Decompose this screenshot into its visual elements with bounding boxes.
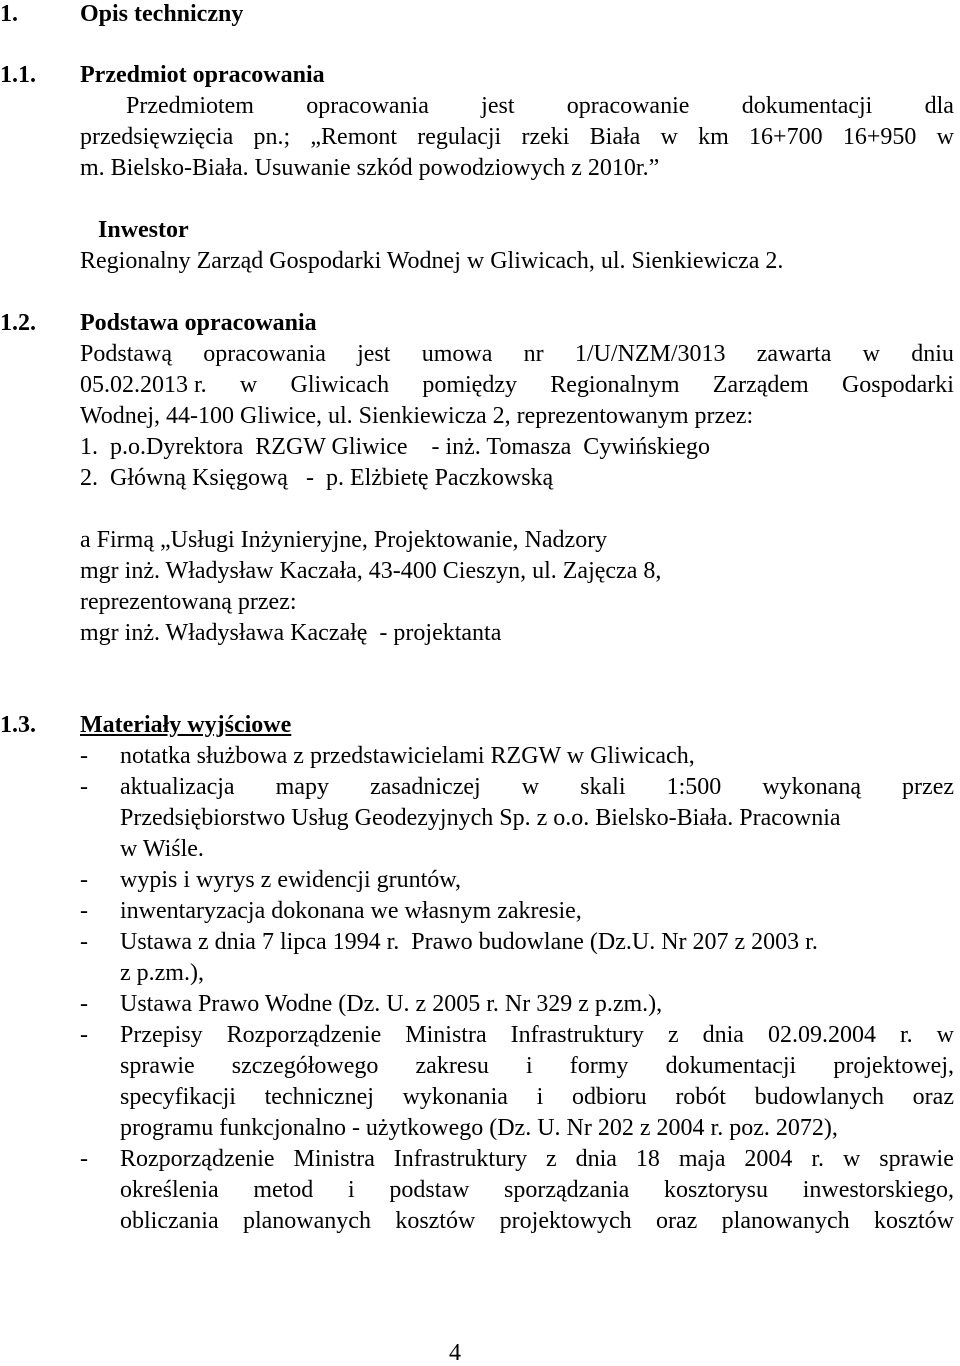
section-1-3-number: 1.3. — [0, 712, 36, 738]
word: Zarządem — [712, 372, 809, 398]
word: z — [667, 1022, 679, 1048]
word: 18 — [635, 1146, 660, 1172]
list-item-5-line-1: Ustawa z dnia 7 lipca 1994 r. Prawo budowlane (Dz.U. Nr 207 z 2003 r. — [120, 929, 818, 955]
word: Podstawą — [80, 341, 172, 367]
word: zakresu — [415, 1053, 489, 1079]
list-item-7-line-4: programu funkcjonalno - użytkowego (Dz. U. Nr 202 z 2004 r. poz. 2072), — [120, 1115, 838, 1141]
bullet-dash: - — [80, 1022, 88, 1048]
word: „Remont — [310, 124, 398, 150]
word: odbioru — [571, 1084, 647, 1110]
word: sprawie — [120, 1053, 195, 1079]
word: zasadniczej — [370, 774, 481, 800]
page-number: 4 — [449, 1340, 461, 1366]
word: wykonaną — [762, 774, 861, 800]
list-item-8-line-3 — [120, 1209, 954, 1233]
word: oraz — [656, 1208, 698, 1234]
word: Rozporządzenie — [226, 1022, 382, 1048]
word: projektowych — [499, 1208, 632, 1234]
list-item-1: notatka służbowa z przedstawicielami RZGW w Gliwicach, — [120, 743, 695, 769]
word: Rozporządzenie — [120, 1146, 275, 1172]
word: umowa — [421, 341, 493, 367]
word: rzeki — [521, 124, 570, 150]
word: projektowej, — [833, 1053, 954, 1079]
word: sporządzania — [504, 1177, 630, 1203]
word: r. — [899, 1022, 913, 1048]
word: Ministra — [405, 1022, 487, 1048]
section-1-3-title: Materiały wyjściowe — [80, 712, 292, 738]
word: r. — [811, 1146, 825, 1172]
word: w — [521, 774, 540, 800]
word: budowlanych — [754, 1084, 884, 1110]
s12-line-5: 2. Główną Księgową - p. Elżbietę Paczkowską — [80, 465, 554, 491]
word: metod — [253, 1177, 314, 1203]
word: i — [348, 1177, 355, 1203]
word: przedsięwzięcia — [80, 124, 234, 150]
word: mapy — [275, 774, 329, 800]
word: sprawie — [879, 1146, 954, 1172]
section-1-title: Opis techniczny — [80, 1, 244, 27]
word: inwestorskiego, — [802, 1177, 954, 1203]
word: Infrastruktury — [393, 1146, 528, 1172]
word: regulacji — [417, 124, 502, 150]
word: kosztów — [873, 1208, 954, 1234]
list-item-3: wypis i wyrys z ewidencji gruntów, — [120, 867, 462, 893]
word: w — [842, 1146, 861, 1172]
bullet-dash: - — [80, 743, 88, 769]
word: skali — [580, 774, 626, 800]
s11-paragraph-line-3: m. Bielsko-Biała. Usuwanie szkód powodziowych z 2010r.” — [80, 155, 660, 181]
bullet-dash: - — [80, 774, 88, 800]
word: 16+950 — [842, 124, 917, 150]
word: planowanych — [721, 1208, 850, 1234]
s11-paragraph-line-2 — [80, 125, 954, 149]
word: dokumentacji — [741, 93, 873, 119]
section-1-number: 1. — [0, 1, 18, 27]
word: pn.; — [253, 124, 291, 150]
inwestor-label: Inwestor — [98, 217, 189, 243]
word: 2004 — [744, 1146, 793, 1172]
word: podstaw — [389, 1177, 470, 1203]
word: dokumentacji — [665, 1053, 797, 1079]
word: w — [936, 124, 954, 150]
word: 02.09.2004 — [767, 1022, 876, 1048]
word: przez — [902, 774, 954, 800]
word: i — [536, 1084, 544, 1110]
s12-line-9: mgr inż. Władysława Kaczałę - projektanta — [80, 620, 502, 646]
word: Ministra — [293, 1146, 375, 1172]
word: km — [698, 124, 729, 150]
word: jest — [357, 341, 391, 367]
word: obliczania — [120, 1208, 219, 1234]
word: i — [525, 1053, 533, 1079]
list-item-2-line-2: Przedsiębiorstwo Usług Geodezyjnych Sp. z o.o. Bielsko-Biała. Pracownia — [120, 805, 841, 831]
word: planowanych — [242, 1208, 371, 1234]
s12-line-7: mgr inż. Władysław Kaczała, 43-400 Cieszyn, ul. Zajęcza 8, — [80, 558, 662, 584]
word: maja — [678, 1146, 726, 1172]
word: w — [660, 124, 678, 150]
section-1-2-title: Podstawa opracowania — [80, 310, 317, 336]
word: robót — [675, 1084, 726, 1110]
word: Gospodarki — [841, 372, 954, 398]
word: specyfikacji — [120, 1084, 236, 1110]
word: formy — [569, 1053, 629, 1079]
word: oraz — [912, 1084, 954, 1110]
word: dnia — [702, 1022, 744, 1048]
bullet-dash: - — [80, 898, 88, 924]
word: technicznej — [264, 1084, 374, 1110]
word: kosztorysu — [664, 1177, 768, 1203]
word: dnia — [575, 1146, 617, 1172]
list-item-2-line-1 — [120, 775, 954, 799]
bullet-dash: - — [80, 1146, 88, 1172]
s12-line-3: Wodnej, 44-100 Gliwice, ul. Sienkiewicza 2, reprezentowanym przez: — [80, 403, 754, 429]
bullet-dash: - — [80, 929, 88, 955]
list-item-5-line-2: z p.zm.), — [120, 960, 204, 986]
section-1-1-title: Przedmiot opracowania — [80, 62, 325, 88]
s12-line-4: 1. p.o.Dyrektora RZGW Gliwice - inż. Tomasza Cywińskiego — [80, 434, 710, 460]
list-item-8-line-2 — [120, 1178, 954, 1202]
word: zawarta — [756, 341, 832, 367]
word: Przedmiotem — [126, 93, 254, 119]
section-1-2-number: 1.2. — [0, 310, 36, 336]
list-item-2-line-3: w Wiśle. — [120, 836, 204, 862]
s11-paragraph-line-1 — [126, 94, 954, 118]
word: Biała — [589, 124, 641, 150]
word: dniu — [911, 341, 954, 367]
word: w — [862, 341, 880, 367]
word: dla — [924, 93, 954, 119]
bullet-dash: - — [80, 867, 88, 893]
word: z — [546, 1146, 557, 1172]
word: w — [239, 372, 258, 398]
word: Regionalnym — [550, 372, 680, 398]
list-item-4: inwentaryzacja dokonana we własnym zakresie, — [120, 898, 582, 924]
s12-line-8: reprezentowaną przez: — [80, 589, 297, 615]
word: kosztów — [395, 1208, 476, 1234]
bullet-dash: - — [80, 991, 88, 1017]
word: 16+700 — [749, 124, 823, 150]
word: w — [936, 1022, 954, 1048]
section-1-1-number: 1.1. — [0, 62, 36, 88]
list-item-6: Ustawa Prawo Wodne (Dz. U. z 2005 r. Nr 329 z p.zm.), — [120, 991, 663, 1017]
word: opracowania — [306, 93, 429, 119]
word: wykonania — [402, 1084, 508, 1110]
inwestor-text: Regionalny Zarząd Gospodarki Wodnej w Gliwicach, ul. Sienkiewicza 2. — [80, 248, 784, 274]
word: aktualizacja — [120, 774, 235, 800]
word: określenia — [120, 1177, 219, 1203]
list-item-8-line-1 — [120, 1147, 954, 1171]
list-item-7-line-2 — [120, 1054, 954, 1078]
word: opracowania — [203, 341, 326, 367]
word: nr — [523, 341, 544, 367]
list-item-7-line-1 — [120, 1023, 954, 1047]
list-item-7-line-3 — [120, 1085, 954, 1109]
word: Infrastruktury — [510, 1022, 644, 1048]
word: Przepisy — [120, 1022, 203, 1048]
s12-line-6: a Firmą „Usługi Inżynieryjne, Projektowanie, Nadzory — [80, 527, 608, 553]
word: jest — [481, 93, 515, 119]
word: pomiędzy — [422, 372, 517, 398]
word: 1:500 — [666, 774, 722, 800]
word: 05.02.2013 r. — [80, 372, 207, 398]
s12-line-2 — [80, 373, 954, 397]
word: opracowanie — [566, 93, 690, 119]
s12-line-1 — [80, 342, 954, 366]
word: 1/U/NZM/3013 — [574, 341, 726, 367]
word: Gliwicach — [290, 372, 390, 398]
word: szczegółowego — [231, 1053, 379, 1079]
